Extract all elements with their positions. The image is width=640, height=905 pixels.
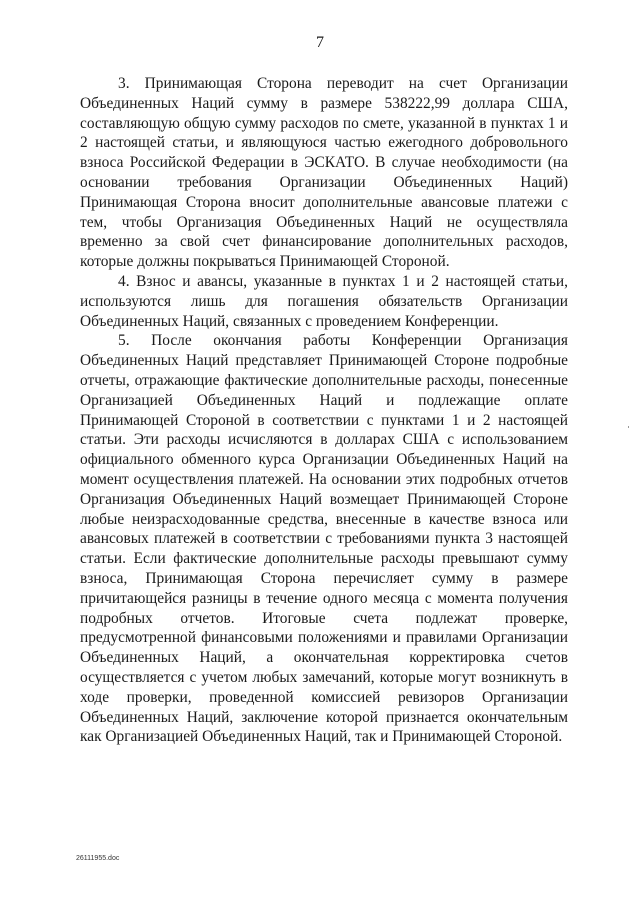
paragraph-4: 4. Взнос и авансы, указанные в пунктах 1 и 2 настоящей статьи, используются лишь для погашения обязательств Организации Объединенных Наций, связанных с проведением Конференции.: [80, 272, 568, 330]
page-number: 7: [316, 34, 324, 51]
document-file-code: 26111955.doc: [76, 855, 120, 862]
document-body: [80, 74, 568, 747]
scan-mark: [628, 426, 629, 428]
paragraph-3: 3. Принимающая Сторона переводит на счет Организации Объединенных Наций сумму в размере 538222,99 доллара США, составляющую общую сумму расходов по смете, указанной в пунктах 1 и 2 настоящей статьи, и являющуюся частью ежегодного добровольного взноса Российской Федерации в ЭСКАТО. В случае необходимости (на основании требования Организации Объединенных Наций) Принимающая Сторона вносит дополнительные авансовые платежи с тем, чтобы Организация Объединенных Наций не осуществляла временно за свой счет финансирование дополнительных расходов, которые должны покрываться Принимающей Стороной.: [80, 75, 568, 271]
paragraph-5: 5. После окончания работы Конференции Организация Объединенных Наций представляет Принимающей Стороне подробные отчеты, отражающие фактические дополнительные расходы, понесенные Организацией Объединенных Наций и подлежащие оплате Принимающей Стороной в соответствии с пунктами 1 и 2 настоящей статьи. Эти расходы исчисляются в долларах США с использованием официального обменного курса Организации Объединенных Наций на момент осуществления платежей. На основании этих подробных отчетов Организация Объединенных Наций возмещает Принимающей Стороне любые неизрасходованные средства, внесенные в качестве взноса или авансовых платежей в соответствии с требованиями пункта 3 настоящей статьи. Если фактические дополнительные расходы превышают сумму взноса, Принимающая Сторона перечисляет сумму в размере причитающейся разницы в течение одного месяца с момента получения подробных отчетов. Итоговые счета подлежат проверке, предусмотренной финансовыми положениями и правилами Организации Объединенных Наций, а окончательная корректировка счетов осуществляется с учетом любых замечаний, которые могут возникнуть в ходе проверки, проведенной комиссией ревизоров Организации Объединенных Наций, заключение которой признается окончательным как Организацией Объединенных Наций, так и Принимающей Стороной.: [80, 332, 568, 746]
